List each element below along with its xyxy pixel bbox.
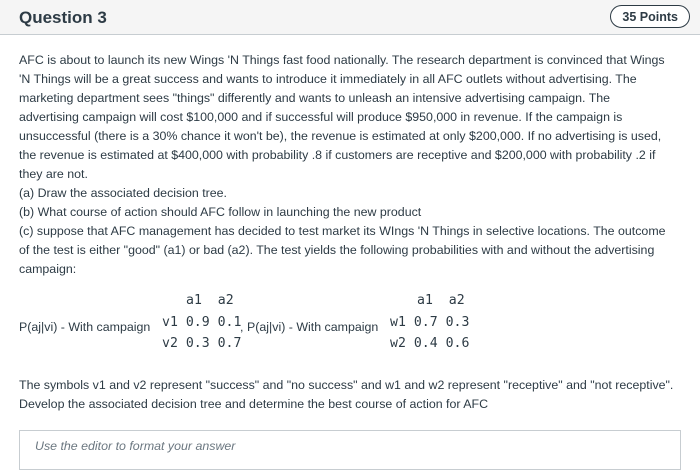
question-title: Question 3 [19, 8, 107, 27]
text-line: campaign: [19, 262, 77, 276]
question-header [0, 0, 700, 35]
matrix-separator: , [240, 320, 244, 334]
text-line: (a) Draw the associated decision tree. [19, 186, 227, 200]
matrix1-row2: v2 0.3 0.7 [162, 336, 242, 351]
matrix1-header: a1 a2 [186, 293, 234, 308]
question-text-2 [19, 376, 681, 414]
text-line: advertising campaign will cost $100,000 and if successful will produce $950,000 in revenue. If the campaign is [19, 110, 623, 124]
points-badge: 35 Points [610, 5, 690, 28]
question-body [19, 51, 681, 279]
text-line: Develop the associated decision tree and determine the best course of action for AFC [19, 397, 489, 411]
question-footer [19, 376, 681, 414]
matrix2-label: P(aj|vi) - With campaign [247, 320, 379, 334]
text-line: AFC is about to launch its new Wings 'N Things fast food nationally. The research department is convinced that Wings [19, 53, 665, 67]
text-line: of the test is either "good" (a1) or bad (a2). The test yields the following probabilities with and without the advertising [19, 243, 655, 257]
matrix2-row1: w1 0.7 0.3 [390, 315, 470, 330]
matrix1-row1: v1 0.9 0.1 [162, 315, 242, 330]
text-line: marketing department sees "things" differently and wants to unleash an intensive advertising campaign. The [19, 91, 611, 105]
text-line: unsuccessful (there is a 30% chance it won't be), the revenue is estimated at only $200,000. If no advertising is used, [19, 129, 662, 143]
matrix2-row2: w2 0.4 0.6 [390, 336, 470, 351]
text-line: The symbols v1 and v2 represent "success" and "no success" and w1 and w2 represent "receptive" and "not receptive". [19, 378, 674, 392]
answer-editor[interactable] [19, 430, 681, 470]
text-line: (c) suppose that AFC management has decided to test market its WIngs 'N Things in selective locations. The outcome [19, 224, 666, 238]
text-line: they are not. [19, 167, 88, 181]
answer-placeholder: Use the editor to format your answer [35, 439, 236, 453]
text-line: 'N Things will be a great success and wants to introduce it immediately in all AFC outlets without advertising. The [19, 72, 637, 86]
matrix1-label: P(aj|vi) - With campaign [19, 320, 151, 334]
text-line: (b) What course of action should AFC follow in launching the new product [19, 205, 422, 219]
text-line: the revenue is estimated at $400,000 with probability .8 if customers are receptive and $200,000 with probability .2 if [19, 148, 656, 162]
question-text [19, 51, 681, 279]
matrix2-header: a1 a2 [417, 293, 465, 308]
